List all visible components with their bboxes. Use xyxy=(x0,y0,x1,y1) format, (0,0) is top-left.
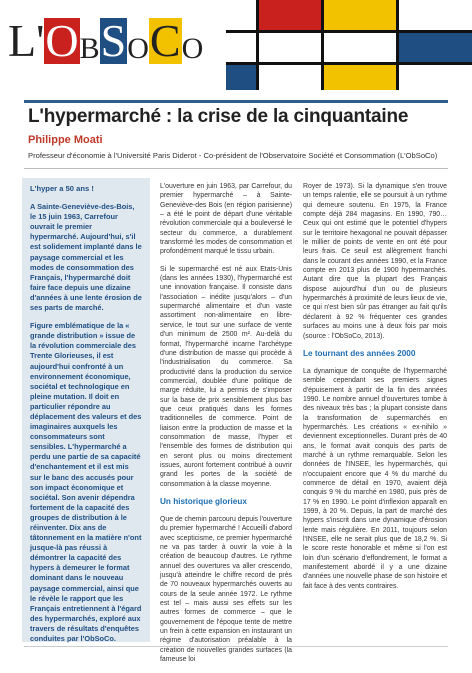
logo-letter: S xyxy=(100,15,127,66)
logo-letter: L' xyxy=(8,15,45,66)
separator xyxy=(24,168,448,169)
logo-letter: O xyxy=(127,32,149,65)
logo-letter: C xyxy=(149,15,181,66)
title-rule xyxy=(24,100,448,103)
body-paragraph: Que de chemin parcouru depuis l'ouverture du premier hypermarché ! Accueilli d'abord avec scepticisme, ce premier hypermarché ne va pas tarder à ouvrir la voie à la création de beaucoup d'autres. Le rythme annuel des ouvertures va aller crescendo, jusqu'à atteindre le chiffre record de près de 70 nouveaux hypermarchés ouverts au cours de la seule année 1972. Le rythme est tel – mais aussi ses effets sur les autres formes de commerce – que le gouvernement de l'époque tente de mettre un frein à cette expansion en instaurant un régime d'autorisation préalable à la création de nouvelles grandes surfaces (la fameuse loi xyxy=(160,516,292,664)
article-title: L'hypermarché : la crise de la cinquantaine xyxy=(28,106,409,127)
logo-letter: O xyxy=(181,32,204,65)
logo-letter: O xyxy=(45,15,79,66)
decorative-grid xyxy=(226,0,472,90)
article-column-2 xyxy=(160,182,292,673)
body-paragraph: Si le supermarché est né aux Etats-Unis (dans les années 1930), l'hypermarché est une innovation française. Il consiste dans l'association – inédite jusqu'alors – d'un supermarché alimentaire et d'un vaste assortiment non-alimentaire en libre-service, le tout sur une surface de vente d'un minimum de 2500 m². Au-delà du format, l'hypermarché incarne l'archétype d'une distribution de masse qui procède à l'industrialisation du commerce. Sa productivité dans la production du service commercial, doublée d'une politique de marge réduite, lui a permis de s'imposer sur la base de prix sensiblement plus bas que ceux pratiqués dans les formes traditionnelles de commerce. Point de liaison entre la production de masse et la consommation de masse, l'hyper et l'ensemble des formes de distribution qui en seront plus ou moins directement issues, auront fortement contribué à ouvrir grand les portes de la société de consommation à la classe moyenne. xyxy=(160,265,292,488)
intro-paragraph: Figure emblématique de la « grande distribution » issue de la révolution commerciale des Trente Glorieuses, il est aujourd'hui confronté à un environnement économique, sociétal et technologique en pleine mutation. Il doit en particulier répondre au déplacement des valeurs et des imaginaires auxquels les consommateurs sont sensibles. L'hypermarché a perdu une partie de sa capacité d'enchantement et il est mis sur le banc des accusés pour son impact économique et sociétal. Son avenir dépendra fortement de la capacité des groupes de distribution à le réinventer. Dix ans de tâtonnement en la matière n'ont jusque-là pas réussi à démontrer la capacité des hypers à demeurer le format dominant dans le nouveau paysage commercial, ainsi que le révèle le rapport que les Français entretiennent à l'égard des hypermarchés, exploré aux travers de résultats d'enquêtes conduites par l'ObSoCo. xyxy=(30,321,142,644)
body-paragraph: Royer de 1973). Si la dynamique s'en trouve un temps ralentie, elle se poursuit à un rythme qui demeure soutenu. En 1975, la France compte déjà 284 magasins. En 1990, 790… Ceux qui ont estimé que le potentiel d'hypers sur le territoire hexagonal ne pouvait dépasser le millier de points de vente en ont été pour leurs frais. Ce seuil est allègrement franchi dans le courant des années 1990, et la France compte en 2013 plus de 1900 hypermarchés. Autant dire que la plupart des Français dispose aujourd'hui d'un ou de plusieurs hypermarchés à proximité de leurs lieux de vie, ce qui n'est bien sûr pas étranger au fait qu'ils déclarent à 92 % fréquenter ces grandes surfaces au moins une à deux fois par mois (source : l'ObSoCo, 2013). xyxy=(303,183,448,340)
author-name: Philippe Moati xyxy=(28,134,103,146)
intro-box xyxy=(22,178,150,642)
article-column-3 xyxy=(303,182,447,599)
body-paragraph: L'ouverture en juin 1963, par Carrefour, du premier hypermarché – à Sainte-Geneviève-des Bois (en région parisienne) – a été le point de départ d'une véritable révolution commerciale qui a bouleversé le secteur du commerce, a durablement transformé les modes de consommation et profondément marqué le tissu urbain. xyxy=(160,183,292,256)
body-paragraph: La dynamique de conquête de l'hypermarché semble cependant ses premiers signes d'épuisement à partir de la fin des années 1990. Le nombre annuel d'ouvertures tombe à des niveaux très bas ; la plupart consiste dans la transformation de supermarchés en hypermarchés. Les créations « ex-nihilo » deviennent exceptionnelles. Durant près de 40 ans, le format avait conquis des parts de marché à un rythme remarquable. Selon les données de l'INSEE, les hypermarchés, qui n'occupaient encore que 4 % du marché du commerce de détail en 1970, avaient déjà conquis 9 % du marché en 1980, puis près de 17 % en 1990. Le point d'inflexion apparaît en 1999, à 20 %. Depuis, la part de marché des hypers s'inscrit dans une dynamique d'érosion lente mais régulière. En 2011, toujours selon l'INSEE, elle ne serait plus que de 18,2 %. Si le score reste honorable et même si l'on est loin d'un scénario d'effondrement, le format a manifestement abordé il y a une dizaine d'années une nouvelle phase de son histoire et fait face à des vents contraires. xyxy=(303,367,447,590)
author-affiliation: Professeur d'économie à l'Université Paris Diderot - Co-président de l'Observatoire Société et Consommation (L'ObSoCo) xyxy=(28,151,438,160)
logo-letter: B xyxy=(79,32,100,65)
section-heading: Le tournant des années 2000 xyxy=(303,348,416,358)
intro-paragraph: A Sainte-Geneviève-des-Bois, le 15 juin 1963, Carrefour ouvrait le premier hypermarché. Aujourd'hui, s'il est solidement implanté dans le paysage commercial et les modes de consommation des Français, l'hypermarché doit faire face depuis une dizaine d'années à une lente érosion de ses parts de marché. xyxy=(30,202,142,313)
intro-title: L'hyper a 50 ans ! xyxy=(30,184,94,193)
obsoco-logo xyxy=(8,15,218,76)
section-heading: Un historique glorieux xyxy=(160,497,247,506)
footer-rule xyxy=(24,646,448,647)
